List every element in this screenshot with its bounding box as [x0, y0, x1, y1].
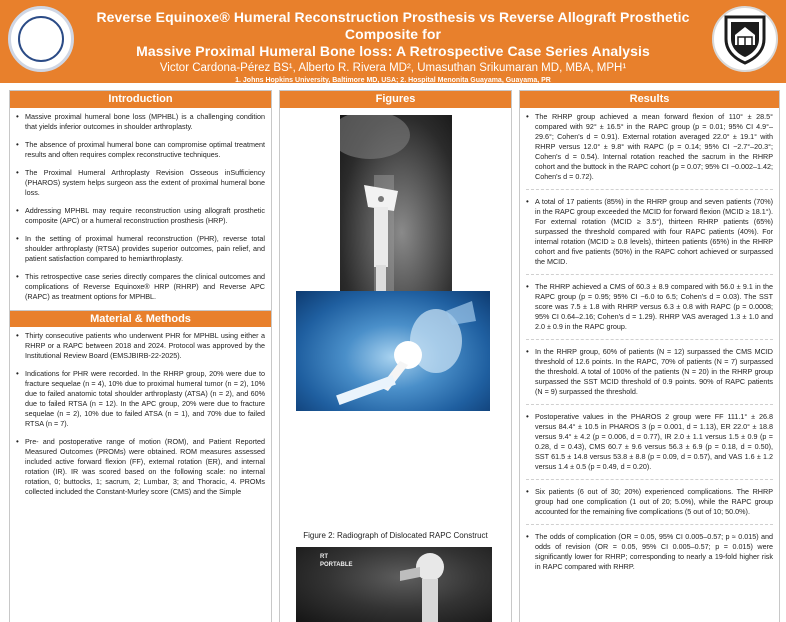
figure3-radiograph	[296, 547, 492, 622]
portable-stamp-line1: RT	[320, 554, 328, 560]
methods-item: • Indications for PHR were recorded. In the RHRP group, 20% were due to fracture sequelae (n = 4), 10% due to proximal humeral tumor (n = 2), 10% due to failed anatomic total shoulder arthroplasty (ATSA) (n = 2), and 60% due to failed RTSA (n = 12). In the APC group, 20% were due to fracture sequelae (n = 2), 10% due to failed ATSA (n = 1), and 70% due to failed RTSA (n = 7).	[16, 369, 265, 429]
portable-stamp-line2: PORTABLE	[320, 562, 353, 568]
results-item: • The RHRP achieved a CMS of 60.3 ± 8.9 compared with 56.0 ± 9.1 in the RAPC group (p = 0.95; 95% CI −6.0 to 6.5; Cohen's d = 0.03). The SST score was 7.5 ± 1.8 with RHRP versus 6.3 ± 0.8 with RAPC (p = 0.0008; 95% CI 0.64–2.16; Cohen's d = 1.29). RHRP VAS averaged 1.3 ± 1.0 and 2.0 ± 0.9 in the RAPC group.	[526, 282, 773, 340]
poster-title-line1: Reverse Equinoxe® Humeral Reconstruction Prosthesis vs Reverse Allograft Prosthetic Composite for	[96, 9, 690, 42]
methods-heading: Material & Methods	[10, 310, 271, 327]
results-heading: Results	[520, 91, 779, 108]
clinic-logo	[8, 6, 74, 72]
title-block	[82, 9, 704, 86]
results-item: • A total of 17 patients (85%) in the RHRP group and seven patients (70%) in the RAPC group exceeded the MCID for forward flexion (MCID ≥ 18.1°). For external rotation (MCID ≥ 3.5°), thirteen RHRP patients (65%) surpassed the threshold compared with four RAPC patients (40%). For internal rotation (MCID ≥ 0.8 levels), thirteen patients (65%) in the RHRP cohort and five patients (50%) in the RAPC cohort achieved or surpassed the MCID.	[526, 197, 773, 275]
figure1-radiograph	[340, 115, 452, 311]
dislocated-rapc-image	[296, 291, 490, 411]
intro-item: • This retrospective case series directly compares the clinical outcomes and complications of Reverse Equinoxe® HRP (RHRP) and Reverse APC (RAPC) as treatment options for MPHBL.	[16, 272, 265, 302]
intro-item: • Massive proximal humeral bone loss (MPHBL) is a challenging condition that yields inferior outcomes in shoulder arthroplasty.	[16, 112, 265, 132]
introduction-list	[10, 108, 271, 302]
portable-stamp	[320, 553, 353, 569]
figure2-caption: Figure 2: Radiograph of Dislocated RAPC Construct	[303, 531, 488, 540]
results-item: • Postoperative values in the PHAROS 2 group were FF 111.1° ± 26.8 versus 84.4° ± 10.5 in PHAROS 3 (p = 0.001, d = 1.13), ER 22.0° ± 18.8 versus 9.4° ± 4.2 (p = 0.006, d = 0.77), IR 2.0 ± 1.1 versus 1.5 ± 0.9 (p = 0.28, d = 0.43), CMS 60.7 ± 9.6 versus 56.3 ± 6.9 (p = 0.18, d = 0.50), SST 61.5 ± 14.8 versus 53.8 ± 8.8 (p = 0.09, d = 0.57), and VAS 1.6 ± 1.2 versus 1.4 ± 0.5 (p = 0.49, d = 0.20).	[526, 412, 773, 480]
intro-item: • Addressing MPHBL may require reconstruction using allograft prosthetic composite (APC) or a humeral reconstruction prosthesis (HRP).	[16, 206, 265, 226]
figures-heading: Figures	[280, 91, 511, 108]
results-item: • The odds of complication (OR = 0.05, 95% CI 0.005–0.57; p ≈ 0.015) and odds of revision (OR = 0.05, 95% CI 0.005–0.57; p = 0.015) were significantly lower for RHRP; corresponding to nearly a 19-fold higher risk in RAPC compared with RHRP.	[526, 532, 773, 579]
methods-item: • Pre- and postoperative range of motion (ROM), and Patient Reported Measured Outcomes (PROMs) were obtained. ROM measures assessed included active forward flexion (FF), external rotation (ER), and internal rotation (IR). IR was scored based on the following scale: no internal rotation, 0; buttocks, 1; sacrum, 2; Lumbar, 3; and Thoracic, 4. PROMs collected included the Constant-Murley score (CMS) and the Simple	[16, 437, 265, 497]
figures-column	[279, 90, 512, 622]
humeral-prosthesis-image	[340, 115, 452, 311]
methods-item: • Thirty consecutive patients who underwent PHR for MPHBL using either a RHRP or a RAPC between 2018 and 2024. Protocol was approved by the Institutional Review Board (EMSJBIRB-22-2025).	[16, 331, 265, 361]
intro-item: • The absence of proximal humeral bone can compromise optimal treatment results and often requires complex reconstructive techniques.	[16, 140, 265, 160]
poster-title	[82, 9, 704, 60]
introduction-heading: Introduction	[10, 91, 271, 108]
intro-item: • The Proximal Humeral Arthroplasty Revision Osseous inSufficiency (PHAROS) system helps surgeon ass the extent of proximal humeral bone loss.	[16, 168, 265, 198]
results-column	[519, 90, 780, 622]
poster-header	[0, 0, 786, 83]
affiliations: 1. Johns Hopkins University, Baltimore MD, USA; 2. Hospital Menonita Guayama, Guayama, PR	[235, 77, 551, 84]
intro-item: • In the setting of proximal humeral reconstruction (PHR), reverse total shoulder arthroplasty (RTSA) provides superior outcomes, pain relief, and patient satisfaction compared to hemiarthroplasty.	[16, 234, 265, 264]
left-column	[9, 90, 272, 622]
figure2-radiograph	[296, 291, 490, 411]
authors: Victor Cardona-Pérez BS¹, Alberto R. Rivera MD², Umasuthan Srikumaran MD, MBA, MPH¹	[159, 62, 627, 74]
results-item: • In the RHRP group, 60% of patients (N = 12) surpassed the CMS MCID threshold of 12.6 points. In the RAPC, 70% of patients (N = 7) surpassed the threshold. A total of 100% of the patients (N = 20) in the RHRP group surpassed the SST MCID threshold of 0.9 points. 90% of RAPC patients (N = 9) surpassed the threshold.	[526, 347, 773, 405]
results-item: • Six patients (6 out of 30; 20%) experienced complications. The RHRP group had one complication (1 out of 20; 5.0%), while the RAPC group accounted for the remaining five complications (5 out of 10; 50.0%).	[526, 487, 773, 525]
methods-list	[10, 327, 271, 497]
poster-title-line2: Massive Proximal Humeral Bone loss: A Retrospective Case Series Analysis	[136, 43, 650, 59]
clinic-logo-seal	[18, 16, 64, 62]
shield-icon	[722, 13, 768, 65]
university-shield-logo	[712, 6, 778, 72]
results-item: • The RHRP group achieved a mean forward flexion of 110° ± 28.5° compared with 92° ± 16.5° in the RAPC group (p = 0.01; 95% CI 4.9°–29.6°; Cohen's d = 0.91). External rotation averaged 22.0° ± 19.1° with RHRP versus 12.0° ± 9.8° with RAPC (p = 0.14; 95% CI −2.7°–20.3°; Cohen's d = 0.54). Internal rotation reached the sacrum in the RHRP cohort and the buttock in the RAPC cohort (p = 0.07; 95% CI −0.002–1.42; Cohen's d = 0.72).	[526, 112, 773, 190]
results-list	[520, 108, 779, 579]
